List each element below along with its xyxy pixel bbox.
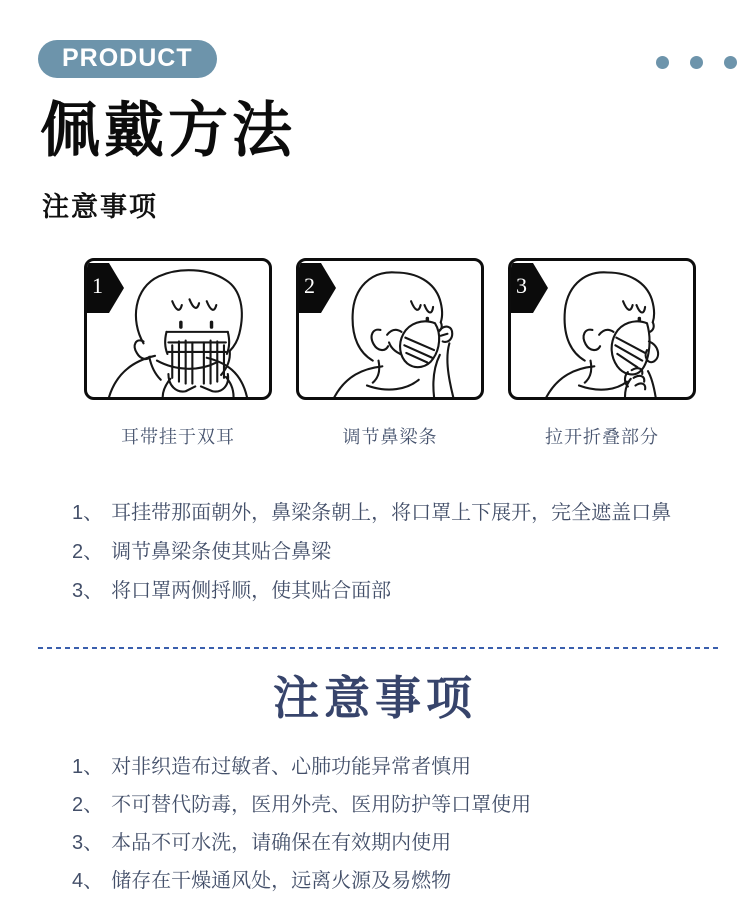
step-number: 1 — [92, 273, 103, 298]
instruction-number: 3、 — [72, 580, 104, 602]
notice-text: 本品不可水洗，请确保在有效期内使用 — [111, 832, 452, 854]
steps-row — [84, 258, 750, 400]
step-card-1 — [84, 258, 272, 400]
product-badge-label: PRODUCT — [62, 44, 193, 72]
notice-item — [72, 786, 750, 824]
instruction-number: 1、 — [72, 502, 104, 524]
dot-icon — [724, 56, 737, 69]
instructions-list — [72, 494, 750, 611]
step-number: 2 — [304, 273, 315, 298]
notice-item — [72, 862, 750, 900]
notice-text: 不可替代防毒，医用外壳、医用防护等口罩使用 — [111, 794, 532, 816]
step-card-2 — [296, 258, 484, 400]
step-caption-1: 耳带挂于双耳 — [121, 427, 235, 447]
notice-number: 4、 — [72, 870, 104, 892]
notice-text: 储存在干燥通风处，远离火源及易燃物 — [111, 870, 452, 892]
notice-text: 对非织造布过敏者、心肺功能异常者慎用 — [111, 756, 472, 778]
notice-number: 1、 — [72, 756, 104, 778]
notice-item — [72, 748, 750, 786]
notice-heading: 注意事项 — [273, 672, 477, 724]
section-subtitle: 注意事项 — [42, 192, 158, 222]
step-card-3 — [508, 258, 696, 400]
notice-item — [72, 824, 750, 862]
dashed-divider — [38, 647, 722, 649]
dots-group — [656, 56, 737, 69]
instruction-text: 耳挂带那面朝外，鼻梁条朝上，将口罩上下展开，完全遮盖口鼻 — [111, 502, 672, 524]
dot-icon — [656, 56, 669, 69]
step-caption-2: 调节鼻梁条 — [342, 427, 438, 447]
instruction-number: 2、 — [72, 541, 104, 563]
step-number-pennant — [86, 263, 126, 313]
step-number-pennant — [510, 263, 550, 313]
instruction-item — [72, 572, 750, 611]
step-captions-row — [84, 426, 750, 448]
notice-number: 3、 — [72, 832, 104, 854]
step-number: 3 — [516, 273, 527, 298]
step-number-pennant — [298, 263, 338, 313]
page-title: 佩戴方法 — [40, 97, 296, 164]
notice-number: 2、 — [72, 794, 104, 816]
instruction-item — [72, 494, 750, 533]
product-badge — [38, 40, 217, 78]
instruction-text: 调节鼻梁条使其贴合鼻梁 — [111, 541, 332, 563]
header — [0, 0, 750, 78]
dot-icon — [690, 56, 703, 69]
instruction-item — [72, 533, 750, 572]
instruction-text: 将口罩两侧捋顺，使其贴合面部 — [111, 580, 392, 602]
step-caption-3: 拉开折叠部分 — [545, 427, 659, 447]
notice-list — [72, 748, 750, 900]
